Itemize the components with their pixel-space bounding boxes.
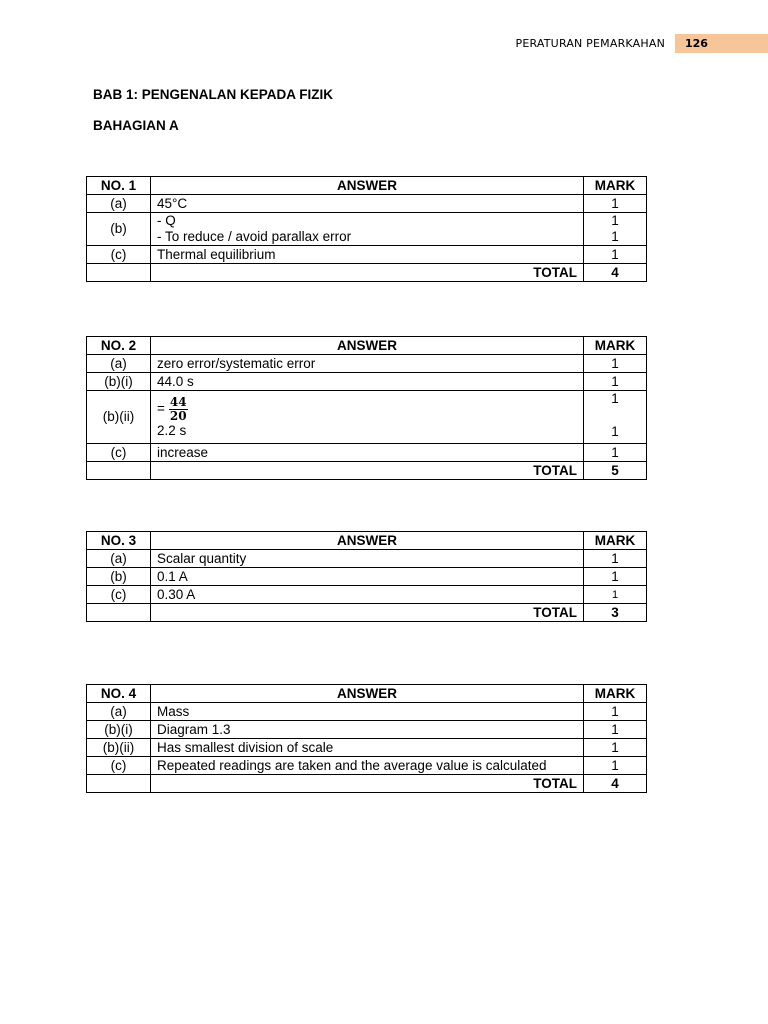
- numerator: 44: [169, 394, 187, 409]
- page-number: 126: [675, 34, 768, 53]
- part-label: (b)(ii): [87, 391, 151, 444]
- mark-cell: 1: [584, 757, 647, 775]
- answer-cell: [151, 213, 584, 246]
- part-label: (a): [87, 703, 151, 721]
- total-row: [87, 775, 647, 793]
- denominator: 20: [169, 408, 187, 423]
- total-value: 3: [584, 604, 647, 622]
- table-row: [87, 757, 647, 775]
- answer-cell: Diagram 1.3: [151, 721, 584, 739]
- answer-cell: Mass: [151, 703, 584, 721]
- answer-header: ANSWER: [151, 685, 584, 703]
- fraction-expression: [157, 396, 577, 423]
- answer-cell: 0.1 A: [151, 568, 584, 586]
- chapter-title: BAB 1: PENGENALAN KEPADA FIZIK: [93, 87, 334, 102]
- table-row: [87, 246, 647, 264]
- mark-line: 1: [611, 229, 619, 244]
- empty-cell: [87, 775, 151, 793]
- total-value: 5: [584, 462, 647, 480]
- answer-cell: 0.30 A: [151, 586, 584, 604]
- part-label: (a): [87, 355, 151, 373]
- answer-line: - Q: [157, 213, 176, 228]
- mark-cell: 1: [584, 373, 647, 391]
- mark-cell: 1: [584, 195, 647, 213]
- total-row: [87, 264, 647, 282]
- total-label: TOTAL: [151, 462, 584, 480]
- answer-table-q3: [86, 531, 647, 622]
- answer-table-q4: [86, 684, 647, 793]
- answer-line: - To reduce / avoid parallax error: [157, 229, 352, 244]
- answer-cell: zero error/systematic error: [151, 355, 584, 373]
- part-label: (c): [87, 586, 151, 604]
- mark-cell: 1: [584, 703, 647, 721]
- answer-cell: increase: [151, 444, 584, 462]
- mark-line: 1: [611, 391, 619, 406]
- table-row: [87, 444, 647, 462]
- total-row: [87, 604, 647, 622]
- answer-table-q2: [86, 336, 647, 480]
- mark-cell: [584, 213, 647, 246]
- table-row: [87, 550, 647, 568]
- mark-line: 1: [611, 424, 619, 439]
- mark-cell: 1: [584, 586, 647, 604]
- table-row: [87, 355, 647, 373]
- mark-cell: 1: [584, 355, 647, 373]
- mark-cell: 1: [584, 568, 647, 586]
- answer-cell: Has smallest division of scale: [151, 739, 584, 757]
- equals-sign: =: [157, 401, 165, 416]
- question-number: NO. 4: [87, 685, 151, 703]
- mark-cell: 1: [584, 444, 647, 462]
- page-header: [516, 34, 768, 53]
- table-header-row: [87, 177, 647, 195]
- table-row: [87, 195, 647, 213]
- answer-table-q1: [86, 176, 647, 282]
- total-row: [87, 462, 647, 480]
- part-label: (b)(ii): [87, 739, 151, 757]
- total-value: 4: [584, 775, 647, 793]
- mark-header: MARK: [584, 532, 647, 550]
- total-value: 4: [584, 264, 647, 282]
- total-label: TOTAL: [151, 604, 584, 622]
- part-label: (b)(i): [87, 721, 151, 739]
- table-row: [87, 586, 647, 604]
- table-row: [87, 568, 647, 586]
- table-row: [87, 391, 647, 444]
- answer-cell: [151, 391, 584, 444]
- mark-header: MARK: [584, 685, 647, 703]
- mark-cell: [584, 391, 647, 444]
- empty-cell: [87, 462, 151, 480]
- mark-cell: 1: [584, 246, 647, 264]
- answer-header: ANSWER: [151, 337, 584, 355]
- part-label: (c): [87, 444, 151, 462]
- mark-line: 1: [611, 213, 619, 228]
- mark-header: MARK: [584, 177, 647, 195]
- mark-cell: 1: [584, 721, 647, 739]
- section-title: BAHAGIAN A: [93, 118, 179, 133]
- part-label: (a): [87, 195, 151, 213]
- question-number: NO. 2: [87, 337, 151, 355]
- answer-cell: Scalar quantity: [151, 550, 584, 568]
- part-label: (b)(i): [87, 373, 151, 391]
- answer-cell: Repeated readings are taken and the average value is calculated: [151, 757, 584, 775]
- table-header-row: [87, 532, 647, 550]
- answer-cell: 44.0 s: [151, 373, 584, 391]
- answer-cell: Thermal equilibrium: [151, 246, 584, 264]
- empty-cell: [87, 264, 151, 282]
- fraction: [169, 396, 188, 423]
- table-row: [87, 721, 647, 739]
- table-row: [87, 213, 647, 246]
- total-label: TOTAL: [151, 264, 584, 282]
- part-label: (b): [87, 213, 151, 246]
- table-header-row: [87, 685, 647, 703]
- answer-line: 2.2 s: [157, 422, 187, 438]
- part-label: (c): [87, 246, 151, 264]
- part-label: (b): [87, 568, 151, 586]
- table-row: [87, 703, 647, 721]
- mark-cell: 1: [584, 550, 647, 568]
- empty-cell: [87, 604, 151, 622]
- answer-header: ANSWER: [151, 177, 584, 195]
- header-title: PERATURAN PEMARKAHAN: [515, 37, 665, 50]
- table-row: [87, 373, 647, 391]
- answer-header: ANSWER: [151, 532, 584, 550]
- question-number: NO. 1: [87, 177, 151, 195]
- table-row: [87, 739, 647, 757]
- part-label: (c): [87, 757, 151, 775]
- question-number: NO. 3: [87, 532, 151, 550]
- answer-cell: 45°C: [151, 195, 584, 213]
- table-header-row: [87, 337, 647, 355]
- total-label: TOTAL: [151, 775, 584, 793]
- mark-cell: 1: [584, 739, 647, 757]
- part-label: (a): [87, 550, 151, 568]
- mark-header: MARK: [584, 337, 647, 355]
